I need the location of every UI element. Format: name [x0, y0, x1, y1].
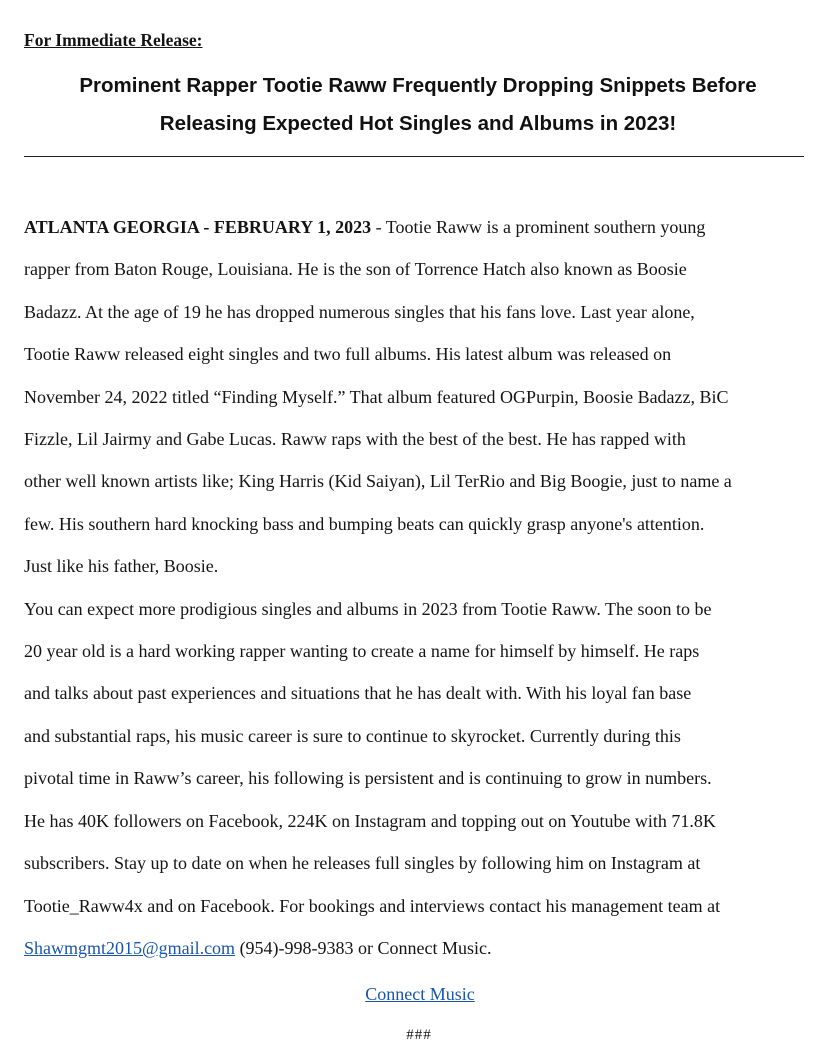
body-line: Fizzle, Lil Jairmy and Gabe Lucas. Raww raps with the best of the best. He has rapped with — [24, 429, 686, 450]
email-link[interactable]: Shawmgmt2015@gmail.com — [24, 937, 236, 958]
body-line: other well known artists like; King Harris (Kid Saiyan), Lil TerRio and Big Boogie, just to name a — [24, 471, 732, 492]
paragraph-outlook — [24, 588, 814, 970]
release-label: For Immediate Release: — [24, 30, 203, 50]
body-line: November 24, 2022 titled “Finding Myself.” That album featured OGPurpin, Boosie Badazz, BiC — [24, 386, 729, 407]
release-body — [24, 206, 818, 969]
divider-rule — [24, 156, 804, 157]
body-line — [24, 927, 814, 969]
phone-text: (954)-998-9383 or Connect Music. — [235, 937, 492, 958]
body-line: He has 40K followers on Facebook, 224K on Instagram and topping out on Youtube with 71.8K — [24, 810, 716, 831]
end-mark: ### — [406, 1027, 432, 1043]
headline-line-2: Releasing Expected Hot Singles and Albums in 2023! — [159, 112, 677, 135]
body-line: and substantial raps, his music career is sure to continue to skyrocket. Currently during this — [24, 725, 681, 746]
body-line: and talks about past experiences and situations that he has dealt with. With his loyal fan base — [24, 683, 692, 704]
body-line: Tootie Raww released eight singles and two full albums. His latest album was released on — [24, 344, 672, 365]
connect-music-link[interactable]: Connect Music — [365, 984, 475, 1004]
body-line: Just like his father, Boosie. — [24, 556, 219, 577]
dateline: ATLANTA GEORGIA - FEBRUARY 1, 2023 — [24, 217, 372, 237]
body-line: subscribers. Stay up to date on when he releases full singles by following him on Instagram at — [24, 853, 701, 874]
headline-line-1: Prominent Rapper Tootie Raww Frequently Dropping Snippets Before — [79, 74, 757, 97]
body-line: 20 year old is a hard working rapper wanting to create a name for himself by himself. He raps — [24, 641, 700, 662]
body-line-text: - Tootie Raww is a prominent southern young — [371, 217, 706, 237]
body-line: rapper from Baton Rouge, Louisiana. He is the son of Torrence Hatch also known as Boosie — [24, 259, 687, 280]
body-line: pivotal time in Raww’s career, his following is persistent and is continuing to grow in numbers. — [24, 768, 712, 789]
body-line: Badazz. At the age of 19 he has dropped numerous singles that his fans love. Last year alone, — [24, 301, 695, 322]
body-line: You can expect more prodigious singles and albums in 2023 from Tootie Raww. The soon to be — [24, 598, 712, 619]
body-line: Tootie_Raww4x and on Facebook. For bookings and interviews contact his management team at — [24, 895, 721, 916]
paragraph-intro — [24, 206, 814, 588]
headline — [24, 67, 812, 143]
body-line: few. His southern hard knocking bass and bumping beats can quickly grasp anyone's attention. — [24, 513, 705, 534]
body-line — [24, 206, 814, 248]
